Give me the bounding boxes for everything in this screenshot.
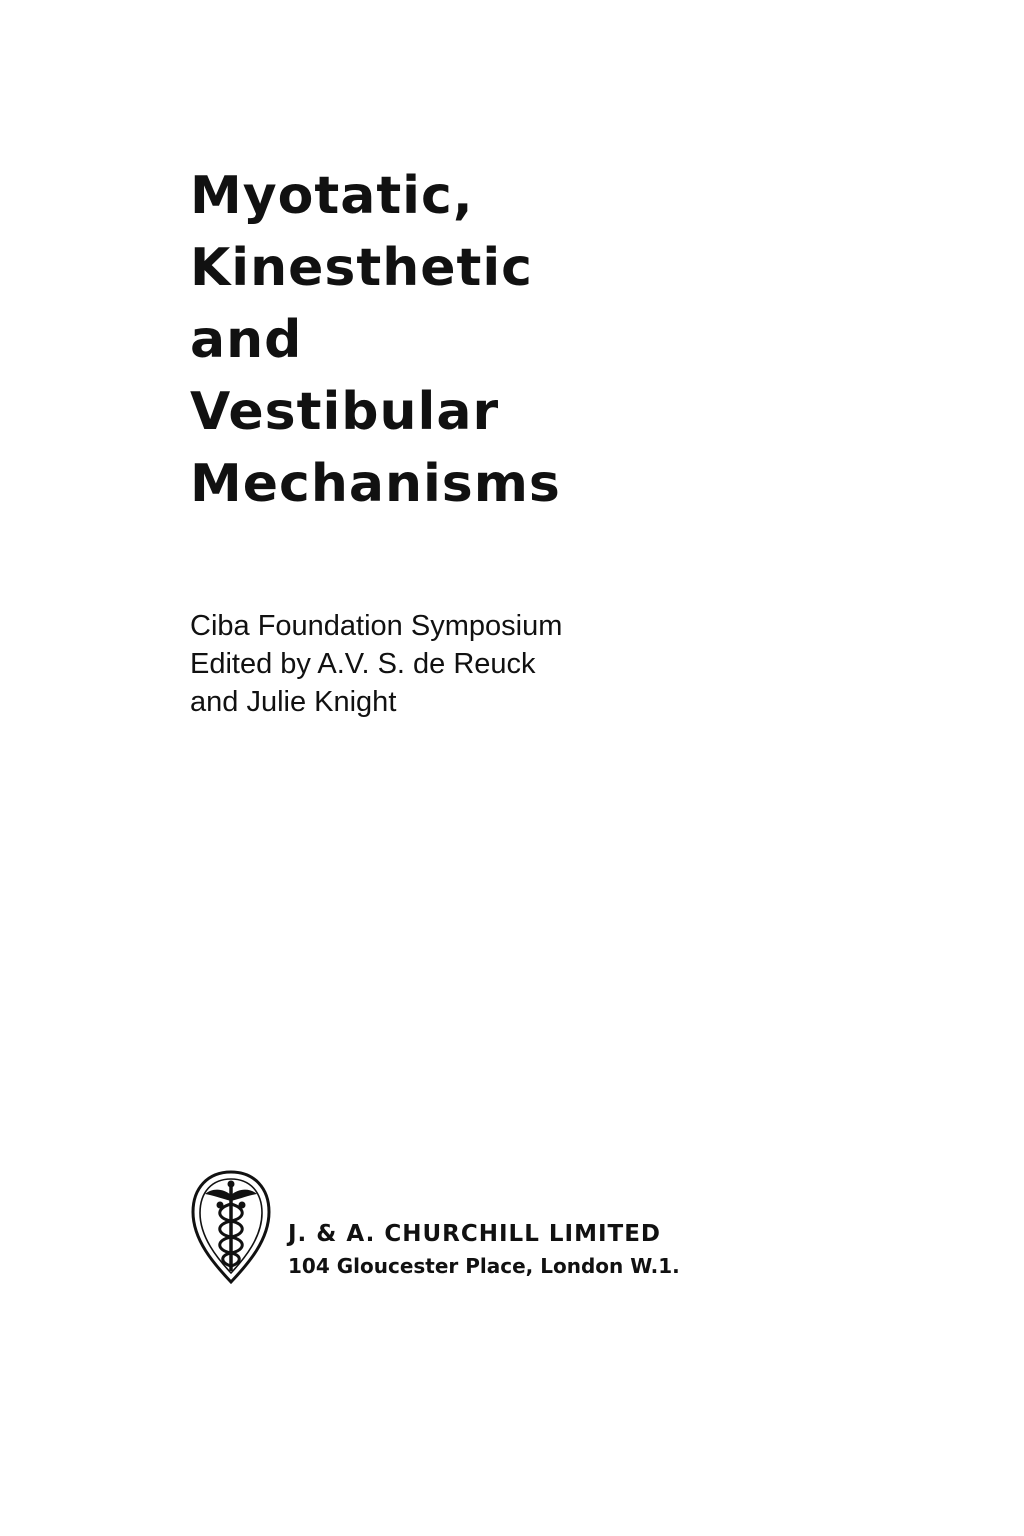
book-title bbox=[190, 160, 790, 520]
publisher-text bbox=[288, 1218, 748, 1282]
publisher-block bbox=[190, 1168, 750, 1288]
caduceus-shield-icon bbox=[190, 1168, 272, 1286]
editors-line-2: and Julie Knight bbox=[190, 686, 397, 718]
title-line-1: Myotatic, bbox=[190, 166, 474, 226]
title-line-2: Kinesthetic bbox=[190, 238, 534, 298]
title-line-4: Vestibular bbox=[190, 382, 500, 442]
editors-line-1: Edited by A.V. S. de Reuck bbox=[190, 648, 536, 680]
publisher-address: 104 Gloucester Place, London W.1. bbox=[288, 1254, 680, 1278]
title-line-5: Mechanisms bbox=[190, 454, 561, 514]
series-name: Ciba Foundation Symposium bbox=[190, 610, 563, 642]
publisher-name: J. & A. CHURCHILL LIMITED bbox=[288, 1221, 662, 1247]
symposium-credits bbox=[190, 607, 790, 721]
title-line-3: and bbox=[190, 310, 303, 370]
